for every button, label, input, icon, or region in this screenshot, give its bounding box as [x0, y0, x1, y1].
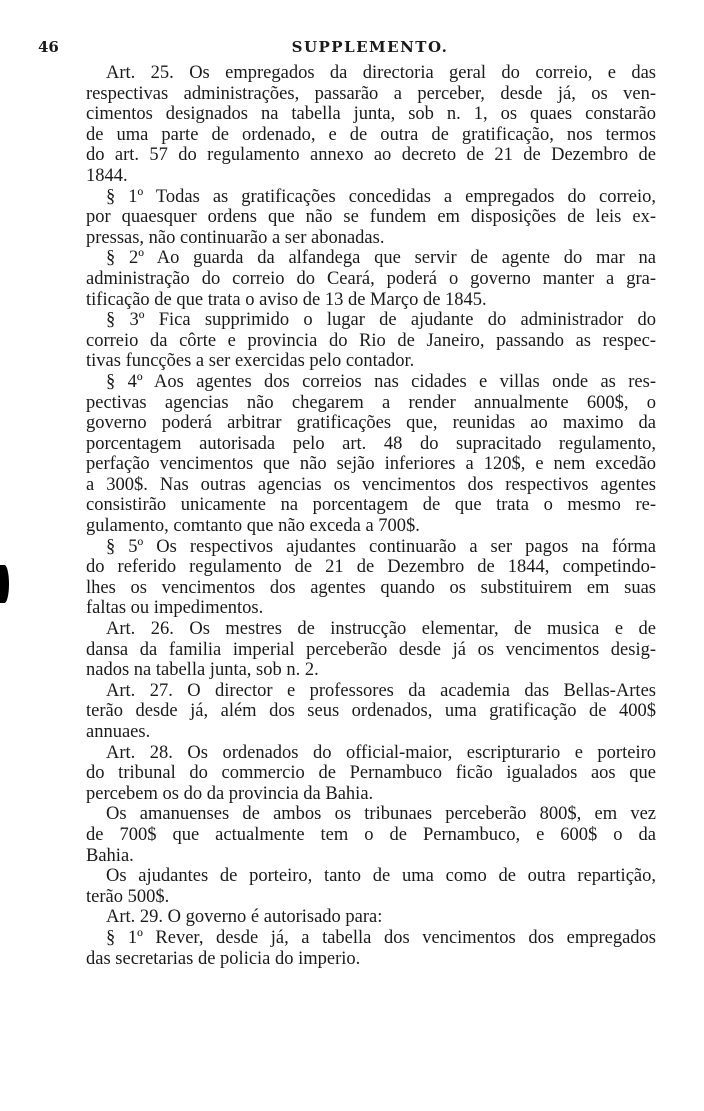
running-head: SUPPLEMENTO. [291, 38, 449, 56]
text-line: § 1º Todas as gratificações concedidas a empregados do correio, [106, 186, 656, 207]
paragraph [86, 743, 656, 805]
paragraph [86, 866, 656, 907]
text-line: terão 500$. [86, 886, 170, 907]
text-line: Art. 26. Os mestres de instrucção elementar, de musica e de [106, 619, 656, 640]
paragraph [86, 310, 656, 372]
text-line: dansa da familia imperial perceberão desde já os vencimentos desig- [86, 639, 656, 660]
text-line: § 3º Fica supprimido o lugar de ajudante do administrador do [106, 310, 656, 331]
text-line: cimentos designados na tabella junta, sob n. 1, os quaes constarão [86, 104, 656, 125]
paragraph [86, 681, 656, 743]
paragraph [86, 372, 656, 537]
text-line: annuaes. [86, 722, 151, 742]
text-line: tivas funcções a ser exercidas pelo contador. [86, 351, 415, 372]
text-line: do art. 57 do regulamento annexo ao decreto de 21 de Dezembro de [86, 145, 656, 166]
text-line: do referido regulamento de 21 de Dezembro de 1844, competindo- [86, 557, 656, 578]
text-line: nados na tabella junta, sob n. 2. [86, 660, 319, 681]
text-line: Os amanuenses de ambos os tribunaes perceberão 800$, em vez [106, 804, 656, 825]
scan-ink-blot [0, 565, 9, 603]
text-line: Art. 27. O director e professores da academia das Bellas-Artes [106, 680, 656, 701]
text-line: por quaesquer ordens que não se fundem em disposições de leis ex- [86, 207, 656, 228]
text-line: perfação vencimentos que não sejão inferiores a 120$, e nem excedão [86, 454, 656, 475]
text-line: terão desde já, além dos seus ordenados, uma gratificação de 400$ [86, 701, 656, 722]
paragraph [86, 537, 656, 619]
text-line: porcentagem autorisada pelo art. 48 do supracitado regulamento, [86, 433, 656, 454]
paragraph [86, 928, 656, 969]
text-line: consistirão unicamente na porcentagem de que trata o mesmo re- [86, 495, 656, 516]
text-line: gulamento, comtanto que não exceda a 700$. [86, 516, 420, 537]
text-line: § 5º Os respectivos ajudantes continuarão a ser pagos na fórma [106, 536, 656, 557]
text-line: § 4º Aos agentes dos correios nas cidades e villas onde as res- [106, 371, 656, 392]
text-line: administração do correio do Ceará, poderá o governo manter a gra- [86, 268, 656, 289]
text-line: de uma parte de ordenado, e de outra de gratificação, nos termos [86, 124, 656, 145]
text-line: tificação de que trata o aviso de 13 de Março de 1845. [86, 289, 487, 310]
text-line: 1844. [86, 165, 128, 186]
text-line: § 2º Ao guarda da alfandega que servir de agente do mar na [106, 248, 656, 269]
text-line: Bahia. [86, 845, 134, 866]
text-line: correio da côrte e provincia do Rio de Janeiro, passando as respec- [86, 330, 656, 351]
text-line: do tribunal do commercio de Pernambuco ficão igualados aos que [86, 763, 656, 784]
text-line: governo poderá arbitrar gratificações que, reunidas ao maximo da [86, 413, 656, 434]
page-number: 46 [38, 38, 59, 56]
paragraph [86, 804, 656, 866]
paragraph [86, 907, 656, 928]
paragraph [86, 248, 656, 310]
text-line: de 700$ que actualmente tem o de Pernambuco, e 600$ o da [86, 824, 656, 845]
text-line: § 1º Rever, desde já, a tabella dos vencimentos dos empregados [106, 927, 656, 948]
text-line: percebem os do da provincia da Bahia. [86, 783, 374, 804]
paragraph [86, 187, 656, 249]
text-line: pressas, não continuarão a ser abonadas. [86, 227, 385, 248]
text-line: pectivas agencias não chegarem a render annualmente 600$, o [86, 392, 656, 413]
text-line: respectivas administrações, passarão a perceber, desde já, os ven- [86, 83, 656, 104]
paragraph [86, 63, 656, 187]
body-text [86, 63, 656, 969]
text-line: Art. 29. O governo é autorisado para: [106, 907, 383, 928]
text-line: a 300$. Nas outras agencias os vencimentos dos respectivos agentes [86, 474, 656, 495]
paragraph [86, 619, 656, 681]
text-line: faltas ou impedimentos. [86, 598, 264, 619]
text-line: das secretarias de policia do imperio. [86, 948, 361, 969]
text-line: Art. 28. Os ordenados do official-maior, escripturario e porteiro [106, 742, 656, 763]
text-line: Art. 25. Os empregados da directoria geral do correio, e das [106, 63, 656, 83]
text-line: lhes os vencimentos dos agentes quando os substituirem em suas [86, 577, 656, 598]
text-line: Os ajudantes de porteiro, tanto de uma como de outra repartição, [106, 866, 656, 887]
